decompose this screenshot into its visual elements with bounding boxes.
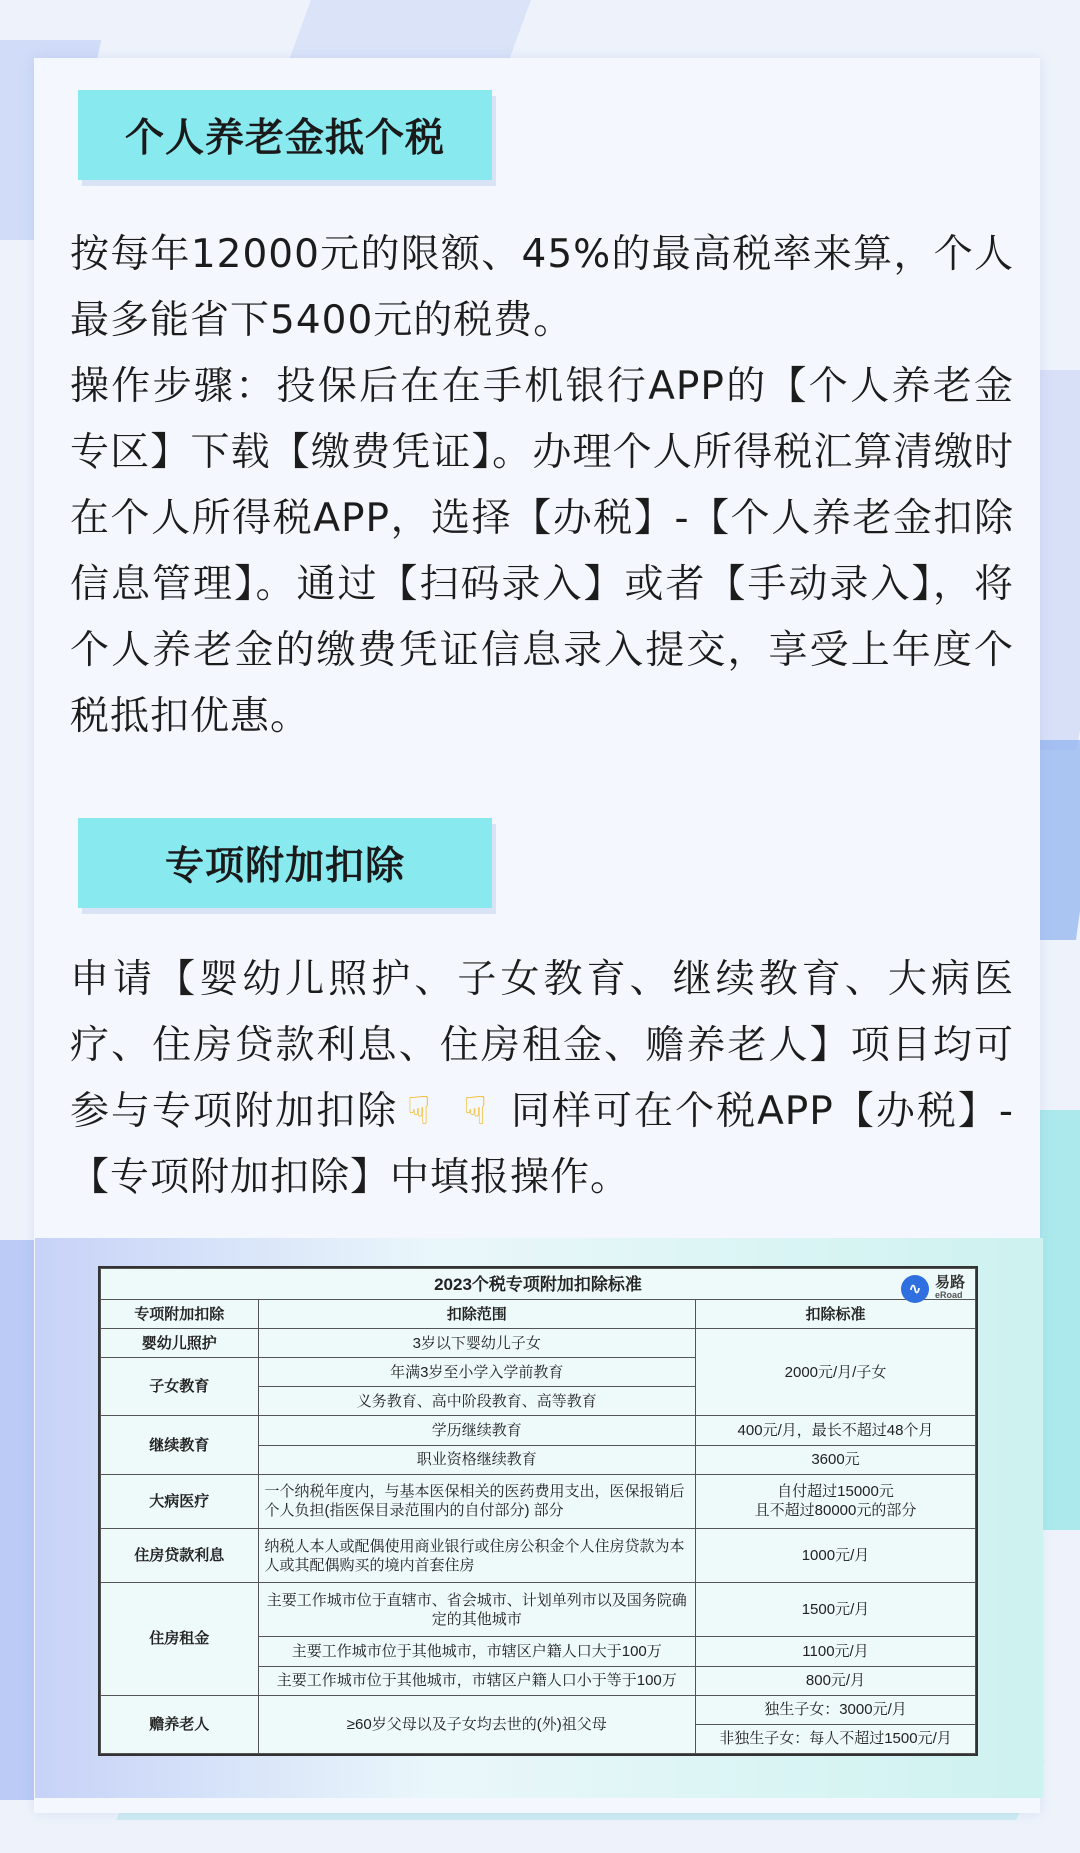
- category-cell: 继续教育: [101, 1416, 259, 1474]
- special-deduction-text-b: 同样可在个税APP【办税】-【专项附加扣除】中填报操作。: [70, 1089, 1014, 1200]
- standard-cell: 3600元: [696, 1445, 976, 1474]
- table-row: [101, 1474, 976, 1528]
- table-row: [101, 1695, 976, 1724]
- logo-en: eRoad: [934, 1290, 963, 1300]
- table-row: [101, 1583, 976, 1637]
- standard-cell: 1000元/月: [696, 1528, 976, 1582]
- table-title-text: 2023个税专项附加扣除标准: [434, 1274, 642, 1294]
- section-title-pension: 个人养老金抵个税: [78, 90, 492, 180]
- standard-cell: 独生子女：3000元/月: [696, 1695, 976, 1724]
- eroad-logo: [901, 1274, 965, 1304]
- range-cell: ≥60岁父母以及子女均去世的(外)祖父母: [258, 1695, 696, 1753]
- special-deduction-text-a: 申请【婴幼儿照护、子女教育、继续教育、大病医疗、住房贷款利息、住房租金、赡养老人】项目均可参与专项附加扣除: [70, 957, 1014, 1134]
- table-row: [101, 1329, 976, 1358]
- section-title-special-deduction: 专项附加扣除: [78, 818, 492, 908]
- table-title: [101, 1269, 976, 1300]
- range-cell: 主要工作城市位于直辖市、省会城市、计划单列市以及国务院确定的其他城市: [258, 1583, 696, 1637]
- category-cell: 赡养老人: [101, 1695, 259, 1753]
- category-cell: 住房租金: [101, 1583, 259, 1695]
- column-header: 扣除范围: [258, 1300, 696, 1329]
- standard-cell: 非独生子女：每人不超过1500元/月: [696, 1724, 976, 1753]
- column-header: 专项附加扣除: [101, 1300, 259, 1329]
- bg-shape: [289, 0, 531, 60]
- eroad-logo-icon: ∿: [901, 1275, 929, 1303]
- standard-cell: [696, 1474, 976, 1528]
- category-cell: 子女教育: [101, 1358, 259, 1416]
- deduction-table-panel: [35, 1238, 1043, 1798]
- range-cell: 3岁以下婴幼儿子女: [258, 1329, 696, 1358]
- pointing-down-hand-icon: ☟: [406, 1089, 432, 1134]
- range-cell: 职业资格继续教育: [258, 1445, 696, 1474]
- special-deduction-text: [70, 947, 1014, 1211]
- pension-steps-text: 操作步骤：投保后在在手机银行APP的【个人养老金专区】下载【缴费凭证】。办理个人所得税汇算清缴时在个人所得税APP，选择【办税】-【个人养老金扣除信息管理】。通过【扫码录入】或者【手动录入】，将个人养老金的缴费凭证信息录入提交，享受上年度个税抵扣优惠。: [70, 364, 1014, 739]
- pension-summary-text: 按每年12000元的限额、45%的最高税率来算，个人最多能省下5400元的税费。: [70, 232, 1014, 343]
- standard-line: 自付超过15000元: [777, 1483, 894, 1501]
- deduction-standards-table: [98, 1266, 978, 1756]
- standard-cell: 1500元/月: [696, 1583, 976, 1637]
- range-cell: 主要工作城市位于其他城市，市辖区户籍人口大于100万: [258, 1637, 696, 1666]
- standard-cell: 400元/月，最长不超过48个月: [696, 1416, 976, 1445]
- category-cell: 婴幼儿照护: [101, 1329, 259, 1358]
- range-cell: 纳税人本人或配偶使用商业银行或住房公积金个人住房贷款为本人或其配偶购买的境内首套住房: [258, 1528, 696, 1582]
- range-cell: 义务教育、高中阶段教育、高等教育: [258, 1387, 696, 1416]
- standard-line: 且不超过80000元的部分: [754, 1502, 917, 1520]
- logo-cn: 易路: [934, 1274, 965, 1291]
- column-header: 扣除标准: [696, 1300, 976, 1329]
- range-cell: 主要工作城市位于其他城市，市辖区户籍人口小于等于100万: [258, 1666, 696, 1695]
- table-row: [101, 1528, 976, 1582]
- category-cell: 住房贷款利息: [101, 1528, 259, 1582]
- standard-cell: 1100元/月: [696, 1637, 976, 1666]
- table-header-row: [101, 1300, 976, 1329]
- range-cell: 一个纳税年度内，与基本医保相关的医药费用支出，医保报销后个人负担(指医保目录范围内的自付部分) 部分: [258, 1474, 696, 1528]
- pointing-down-hand-icon: ☟: [463, 1089, 488, 1134]
- table-row: [101, 1416, 976, 1445]
- range-cell: 年满3岁至小学入学前教育: [258, 1358, 696, 1387]
- standard-cell: 800元/月: [696, 1666, 976, 1695]
- category-cell: 大病医疗: [101, 1474, 259, 1528]
- range-cell: 学历继续教育: [258, 1416, 696, 1445]
- standard-cell: 2000元/月/子女: [696, 1329, 976, 1416]
